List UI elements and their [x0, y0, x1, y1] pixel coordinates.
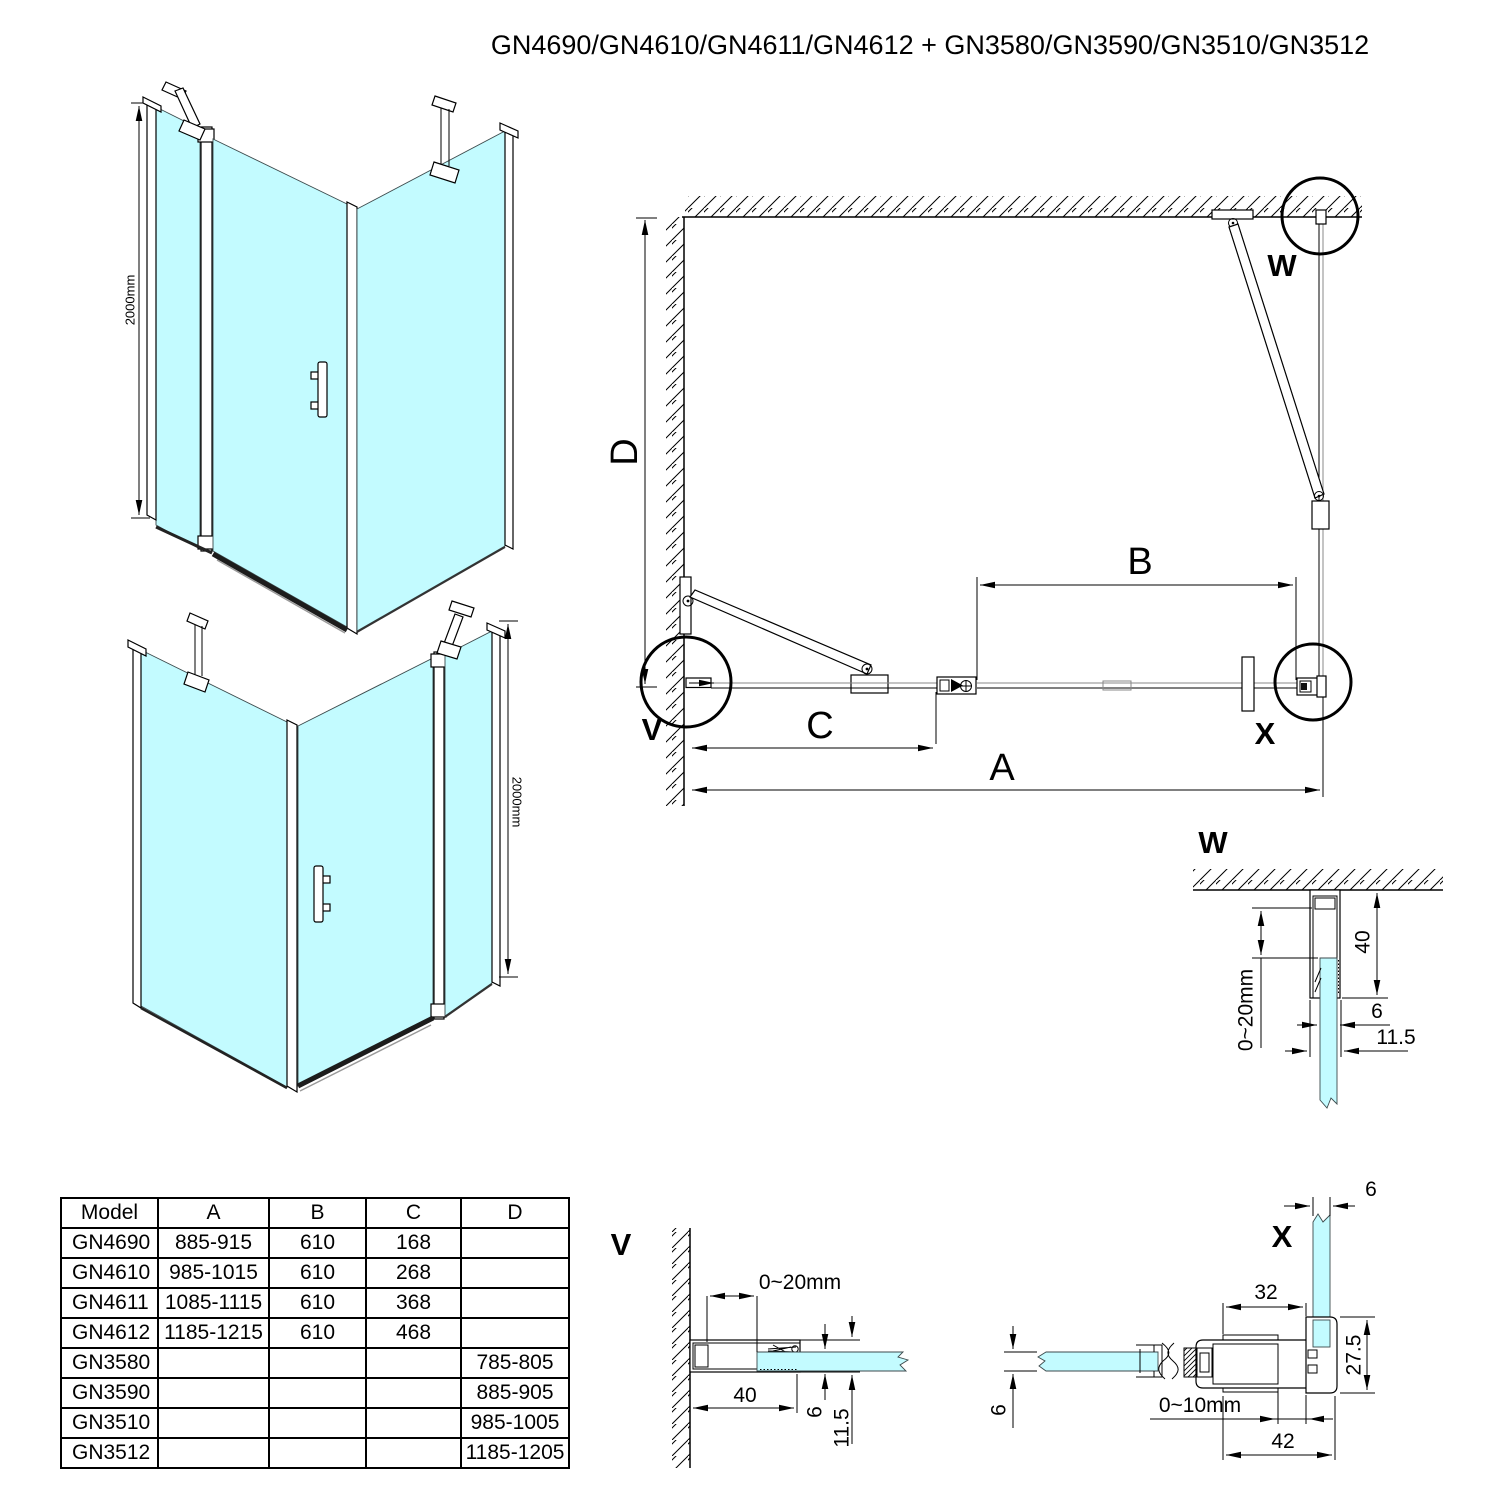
plan-corner-profile — [1242, 657, 1326, 711]
cell-a: 985-1015 — [158, 1258, 269, 1288]
dim-6: 6 — [1371, 1000, 1383, 1023]
table-row — [61, 1258, 569, 1288]
support-bar-right — [430, 96, 459, 183]
cell-a: 1085-1115 — [158, 1288, 269, 1318]
cell-b — [269, 1408, 366, 1438]
cell-d — [461, 1288, 569, 1318]
table-row — [61, 1288, 569, 1318]
cell-d — [461, 1258, 569, 1288]
cell-c — [366, 1438, 461, 1468]
cell-a: 885-915 — [158, 1228, 269, 1258]
dim-27-5: 27.5 — [1342, 1334, 1366, 1376]
fixed-glass-panel — [445, 631, 492, 1016]
cell-d — [461, 1318, 569, 1348]
col-a: A — [158, 1198, 269, 1228]
cell-model: GN3510 — [61, 1408, 158, 1438]
table-row — [61, 1438, 569, 1468]
col-model: Model — [61, 1198, 158, 1228]
cell-c — [366, 1408, 461, 1438]
height-dimension: 2000mm — [122, 274, 138, 326]
cell-d: 885-905 — [461, 1378, 569, 1408]
plan-support-bar-bottom — [680, 577, 888, 693]
plan-view — [604, 178, 1362, 806]
cell-c — [366, 1378, 461, 1408]
dimension-b: B — [1127, 541, 1153, 583]
detail-label-v: V — [641, 712, 663, 747]
cell-b — [269, 1378, 366, 1408]
dim-40: 40 — [1351, 930, 1375, 954]
dim-6: 6 — [803, 1406, 827, 1418]
model-dimension-table — [60, 1197, 570, 1469]
dim-11-5: 11.5 — [1376, 1026, 1416, 1049]
dim-40: 40 — [733, 1384, 757, 1407]
cell-a — [158, 1438, 269, 1468]
dim-0-10: 0~10mm — [1158, 1394, 1242, 1417]
glass-pane — [1320, 958, 1337, 1108]
cell-a — [158, 1378, 269, 1408]
dimension-c: C — [806, 705, 834, 747]
dim-0-20: 0~20mm — [1234, 968, 1258, 1052]
dim-6-top: 6 — [1365, 1178, 1377, 1201]
cell-b: 610 — [269, 1318, 366, 1348]
isometric-view-reverse — [128, 601, 525, 1092]
table-row — [61, 1348, 569, 1378]
dim-32: 32 — [1254, 1281, 1278, 1304]
cell-d: 785-805 — [461, 1348, 569, 1378]
cell-a — [158, 1348, 269, 1378]
table-header-row — [61, 1198, 569, 1228]
cell-b: 610 — [269, 1288, 366, 1318]
table-row — [61, 1378, 569, 1408]
cell-c: 168 — [366, 1228, 461, 1258]
dimension-d: D — [604, 438, 647, 466]
page-title: GN4690/GN4610/GN4611/GN4612 + GN3580/GN3590/GN3510/GN3512 — [490, 30, 1370, 60]
dimension-a: A — [989, 747, 1015, 789]
cell-b: 610 — [269, 1258, 366, 1288]
cell-d — [461, 1228, 569, 1258]
side-glass-panel — [141, 650, 287, 1087]
cell-c: 368 — [366, 1288, 461, 1318]
cell-b — [269, 1438, 366, 1468]
col-d: D — [461, 1198, 569, 1228]
section-title: V — [610, 1227, 632, 1262]
isometric-view-front — [122, 82, 518, 634]
corner-profile — [1196, 1317, 1337, 1393]
table-row — [61, 1408, 569, 1438]
section-detail-w — [1193, 825, 1443, 1108]
table-row — [61, 1318, 569, 1348]
section-title: X — [1271, 1219, 1293, 1254]
dim-11-5: 11.5 — [830, 1408, 854, 1448]
cell-model: GN3590 — [61, 1378, 158, 1408]
dim-42: 42 — [1271, 1430, 1295, 1453]
cell-model: GN4612 — [61, 1318, 158, 1348]
return-glass-panel — [357, 131, 505, 631]
detail-label-x: X — [1254, 716, 1276, 751]
table-row — [61, 1228, 569, 1258]
cell-a: 1185-1215 — [158, 1318, 269, 1348]
height-dimension: 2000mm — [509, 776, 525, 828]
cell-c: 468 — [366, 1318, 461, 1348]
cell-model: GN4610 — [61, 1258, 158, 1288]
cell-a — [158, 1408, 269, 1438]
cell-d: 985-1005 — [461, 1408, 569, 1438]
section-detail-v — [611, 1227, 908, 1468]
col-c: C — [366, 1198, 461, 1228]
support-bar-left — [184, 613, 209, 692]
col-b: B — [269, 1198, 366, 1228]
cell-model: GN3512 — [61, 1438, 158, 1468]
cell-b — [269, 1348, 366, 1378]
section-detail-x — [988, 1178, 1377, 1460]
plan-wall-profile — [686, 678, 714, 688]
dim-6-left: 6 — [987, 1404, 1011, 1416]
cell-model: GN4611 — [61, 1288, 158, 1318]
side-glass-panel — [156, 107, 200, 549]
cell-c — [366, 1348, 461, 1378]
dim-0-20: 0~20mm — [758, 1271, 842, 1294]
cell-d: 1185-1205 — [461, 1438, 569, 1468]
detail-label-w: W — [1267, 248, 1297, 283]
cell-model: GN3580 — [61, 1348, 158, 1378]
cell-c: 268 — [366, 1258, 461, 1288]
plan-door-hinge — [937, 677, 976, 694]
cell-b: 610 — [269, 1228, 366, 1258]
cell-model: GN4690 — [61, 1228, 158, 1258]
section-title: W — [1198, 825, 1228, 860]
glass-pane — [757, 1352, 908, 1371]
